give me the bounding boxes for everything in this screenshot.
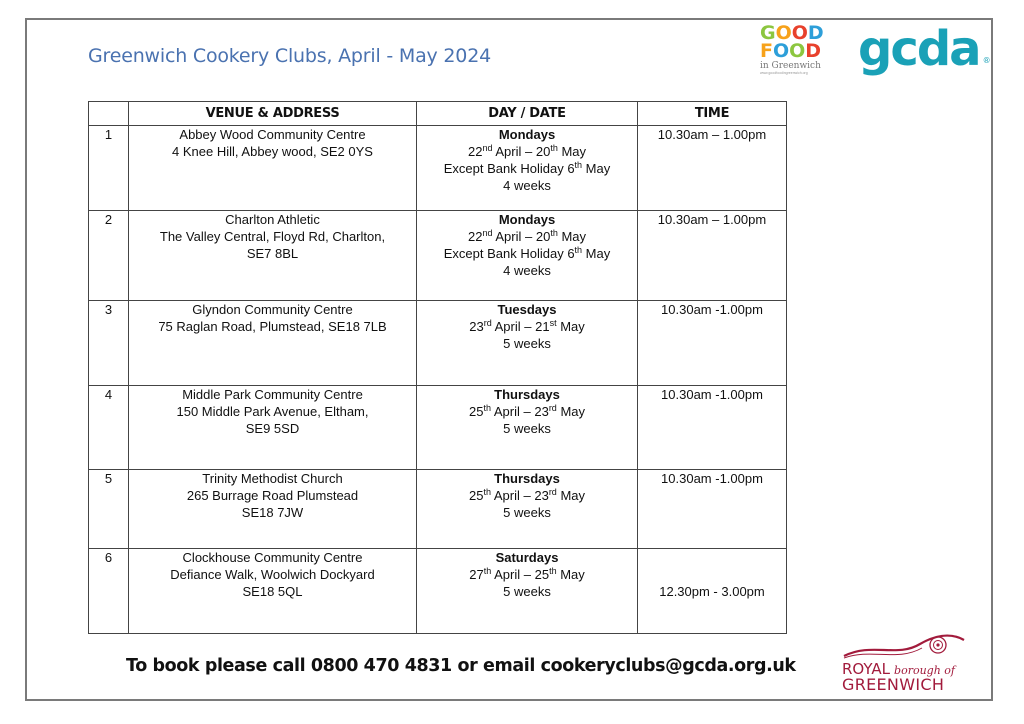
header-time: TIME [638,102,787,126]
logo-letter: O [789,40,806,62]
day-of-week: Tuesdays [497,302,557,317]
good-food-logo-subtitle: in Greenwich [760,61,821,71]
day-of-week: Mondays [498,127,556,142]
venue-name: Middle Park Community Centre [182,387,363,402]
date-range: 22nd April – 20th May [468,143,586,159]
time-cell: 10.30am -1.00pm [638,386,787,470]
date-range: 25th April – 23rd May [469,487,585,503]
day-of-week: Thursdays [494,387,560,402]
table-row [89,386,787,470]
row-number: 4 [89,386,129,470]
day-of-week: Saturdays [495,550,559,565]
page-title: Greenwich Cookery Clubs, April - May 2024 [88,45,491,67]
table-row [89,549,787,634]
venue-address: 265 Burrage Road Plumstead [186,488,359,503]
day-date-cell [417,301,638,386]
date-range: 27th April – 25th May [469,566,585,582]
venue-name: Glyndon Community Centre [192,302,353,317]
row-number: 2 [89,211,129,301]
venue-postcode: SE9 5SD [245,421,300,436]
swoosh-tudor-rose-icon [842,628,967,662]
header-number [89,102,129,126]
royal-text: ROYAL borough of [842,660,955,678]
venue-postcode: SE7 8BL [246,246,299,261]
exception-note: Except Bank Holiday 6th May [443,160,611,176]
table-row [89,470,787,549]
duration-weeks: 4 weeks [503,178,551,193]
registered-mark-icon: ® [982,56,989,65]
venue-address: 150 Middle Park Avenue, Eltham, [176,404,369,419]
gcda-logo-text: gcda [858,21,980,77]
time-cell: 10.30am -1.00pm [638,301,787,386]
time-cell: 10.30am – 1.00pm [638,211,787,301]
venue-address: Defiance Walk, Woolwich Dockyard [170,567,375,582]
cookery-clubs-table [88,101,787,634]
time-cell: 10.30am – 1.00pm [638,126,787,211]
venue-address: 75 Raglan Road, Plumstead, SE18 7LB [158,319,387,334]
venue-name: Trinity Methodist Church [202,471,343,486]
venue-address: The Valley Central, Floyd Rd, Charlton, [159,229,386,244]
venue-postcode: SE18 5QL [242,584,303,599]
day-of-week: Thursdays [494,471,560,486]
venue-cell [129,301,417,386]
header-day-date: DAY / DATE [417,102,638,126]
venue-cell [129,126,417,211]
day-of-week: Mondays [498,212,556,227]
date-range: 25th April – 23rd May [469,403,585,419]
duration-weeks: 5 weeks [503,421,551,436]
row-number: 3 [89,301,129,386]
venue-name: Charlton Athletic [225,212,320,227]
day-date-cell [417,470,638,549]
booking-contact-text: To book please call 0800 470 4831 or email cookeryclubs@gcda.org.uk [126,656,796,676]
gcda-logo [858,19,989,79]
date-range: 22nd April – 20th May [468,228,586,244]
venue-name: Abbey Wood Community Centre [179,127,366,142]
venue-name: Clockhouse Community Centre [182,550,363,565]
day-date-cell [417,549,638,634]
logo-letter: O [772,40,790,62]
logo-letter: O [775,22,792,44]
row-number: 5 [89,470,129,549]
exception-note: Except Bank Holiday 6th May [443,245,611,261]
table-row [89,211,787,301]
row-number: 6 [89,549,129,634]
duration-weeks: 5 weeks [503,505,551,520]
venue-cell [129,470,417,549]
greenwich-text: GREENWICH [842,675,945,694]
table-header-row [89,102,787,126]
duration-weeks: 5 weeks [503,584,551,599]
logo-letter: G [760,22,776,44]
logo-letter: F [760,40,773,62]
header-venue-address: VENUE & ADDRESS [129,102,417,126]
logo-letter: O [791,22,808,44]
day-date-cell [417,126,638,211]
venue-cell [129,549,417,634]
venue-postcode: SE18 7JW [241,505,304,520]
logo-letter: D [807,22,824,44]
royal-borough-of-greenwich-logo [842,628,967,694]
duration-weeks: 4 weeks [503,263,551,278]
good-food-in-greenwich-logo [760,24,840,84]
venue-address: 4 Knee Hill, Abbey wood, SE2 0YS [172,144,373,159]
row-number: 1 [89,126,129,211]
good-food-logo-line2 [760,42,840,60]
logo-letter: D [805,40,822,62]
day-date-cell [417,211,638,301]
date-range: 23rd April – 21st May [469,318,585,334]
venue-cell [129,211,417,301]
time-cell: 10.30am -1.00pm [638,470,787,549]
table-row [89,126,787,211]
duration-weeks: 5 weeks [503,336,551,351]
good-food-logo-url: www.goodfoodingreenwich.org [760,71,808,75]
venue-cell [129,386,417,470]
table-row [89,301,787,386]
time-cell: 12.30pm - 3.00pm [638,549,787,634]
day-date-cell [417,386,638,470]
